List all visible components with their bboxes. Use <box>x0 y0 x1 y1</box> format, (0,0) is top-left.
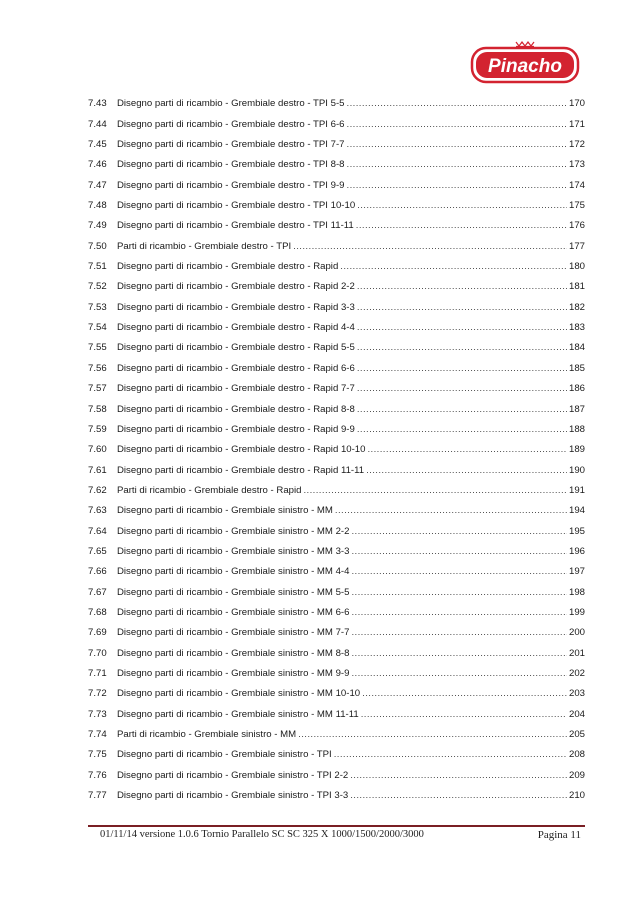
toc-dot-leader <box>361 709 567 721</box>
toc-entry-number: 7.54 <box>88 322 107 334</box>
toc-dot-leader <box>351 627 567 639</box>
toc-entry-number: 7.74 <box>88 729 107 740</box>
toc-entry-page: 190 <box>568 464 585 476</box>
pinacho-logo <box>470 40 580 84</box>
toc-dot-leader <box>350 770 567 782</box>
toc-entry[interactable] <box>88 619 585 639</box>
toc-entry[interactable] <box>88 171 585 191</box>
toc-entry-number: 7.47 <box>88 179 107 191</box>
toc-entry-title: Disegno parti di ricambio - Grembiale destro - Rapid 2-2 <box>117 281 355 293</box>
toc-entry[interactable] <box>88 314 585 334</box>
toc-entry[interactable] <box>88 639 585 659</box>
toc-entry-number: 7.48 <box>88 200 107 212</box>
toc-dot-leader <box>334 749 567 761</box>
toc-dot-leader <box>350 790 567 802</box>
toc-entry-title: Disegno parti di ricambio - Grembiale destro - TPI 8-8 <box>117 159 345 171</box>
toc-dot-leader <box>357 424 567 436</box>
toc-entry-title: Disegno parti di ricambio - Grembiale destro - Rapid 6-6 <box>117 362 355 374</box>
toc-entry-number: 7.60 <box>88 444 107 456</box>
toc-entry-page: 201 <box>568 647 585 659</box>
toc-entry-page: 172 <box>568 139 585 151</box>
footer-rule <box>88 825 585 827</box>
toc-entry-title: Disegno parti di ricambio - Grembiale destro - Rapid 3-3 <box>117 301 355 313</box>
toc-entry-title: Disegno parti di ricambio - Grembiale destro - Rapid <box>117 261 339 273</box>
toc-entry-title: Disegno parti di ricambio - Grembiale sinistro - MM 7-7 <box>117 627 350 639</box>
toc-entry[interactable] <box>88 761 585 781</box>
toc-entry[interactable] <box>88 660 585 680</box>
toc-entry-number: 7.73 <box>88 708 107 720</box>
toc-entry-page: 170 <box>568 98 585 110</box>
toc-entry-title: Disegno parti di ricambio - Grembiale sinistro - MM 8-8 <box>117 647 350 659</box>
toc-entry-number: 7.64 <box>88 525 107 537</box>
toc-entry-title: Disegno parti di ricambio - Grembiale destro - TPI 10-10 <box>117 200 356 212</box>
toc-dot-leader <box>357 322 567 334</box>
toc-dot-leader <box>357 281 567 293</box>
toc-entry-title: Disegno parti di ricambio - Grembiale sinistro - MM 11-11 <box>117 708 359 720</box>
toc-entry-title: Disegno parti di ricambio - Grembiale destro - TPI 6-6 <box>117 118 345 130</box>
toc-dot-leader <box>362 688 567 700</box>
toc-dot-leader <box>357 363 567 375</box>
toc-entry[interactable] <box>88 782 585 802</box>
toc-entry-title: Disegno parti di ricambio - Grembiale destro - Rapid 8-8 <box>117 403 355 415</box>
toc-dot-leader <box>357 383 567 395</box>
toc-entry-number: 7.72 <box>88 688 107 700</box>
toc-entry-page: 196 <box>568 545 585 557</box>
table-of-contents <box>88 90 585 802</box>
footer-page-number: Pagina 11 <box>537 829 581 841</box>
toc-entry-title: Parti di ricambio - Grembiale destro - Rapid <box>117 484 302 496</box>
toc-entry-number: 7.46 <box>88 159 107 171</box>
toc-entry-page: 184 <box>568 342 585 354</box>
toc-entry-page: 204 <box>568 708 585 720</box>
toc-entry-page: 198 <box>568 586 585 598</box>
toc-entry-title: Parti di ricambio - Grembiale sinistro - MM <box>117 729 297 740</box>
toc-entry-title: Disegno parti di ricambio - Grembiale sinistro - MM 2-2 <box>117 525 350 537</box>
toc-entry-page: 174 <box>568 179 585 191</box>
toc-entry-number: 7.70 <box>88 647 107 659</box>
toc-entry[interactable] <box>88 436 585 456</box>
toc-dot-leader <box>347 119 567 131</box>
toc-dot-leader <box>351 587 567 599</box>
toc-entry-page: 209 <box>568 769 585 781</box>
toc-entry[interactable] <box>88 354 585 374</box>
toc-dot-leader <box>347 98 567 110</box>
toc-entry-title: Disegno parti di ricambio - Grembiale destro - TPI 7-7 <box>117 139 345 151</box>
toc-entry-number: 7.51 <box>88 261 107 273</box>
toc-entry-title: Disegno parti di ricambio - Grembiale sinistro - TPI 3-3 <box>117 790 349 802</box>
toc-entry-page: 202 <box>568 667 585 679</box>
logo-text: Pinacho <box>488 56 562 77</box>
toc-entry-title: Disegno parti di ricambio - Grembiale destro - TPI 5-5 <box>117 98 345 110</box>
toc-entry-number: 7.44 <box>88 118 107 130</box>
toc-entry-page: 186 <box>568 383 585 395</box>
toc-entry[interactable] <box>88 273 585 293</box>
toc-entry-number: 7.62 <box>88 484 107 496</box>
toc-entry[interactable] <box>88 721 585 741</box>
toc-entry-number: 7.43 <box>88 98 107 110</box>
toc-entry-number: 7.61 <box>88 464 107 476</box>
toc-entry-page: 189 <box>568 444 585 456</box>
toc-entry[interactable] <box>88 151 585 171</box>
toc-entry[interactable] <box>88 90 585 110</box>
toc-entry-page: 197 <box>568 566 585 578</box>
toc-entry-number: 7.77 <box>88 790 107 802</box>
toc-entry-number: 7.66 <box>88 566 107 578</box>
toc-entry-number: 7.67 <box>88 586 107 598</box>
toc-entry-title: Disegno parti di ricambio - Grembiale sinistro - MM 5-5 <box>117 586 350 598</box>
toc-entry-number: 7.75 <box>88 749 107 761</box>
toc-entry-page: 200 <box>568 627 585 639</box>
toc-dot-leader <box>356 220 567 232</box>
toc-dot-leader <box>351 546 567 558</box>
toc-entry[interactable] <box>88 110 585 130</box>
toc-dot-leader <box>340 261 567 273</box>
toc-entry-title: Disegno parti di ricambio - Grembiale sinistro - MM 4-4 <box>117 566 350 578</box>
toc-dot-leader <box>357 302 567 314</box>
toc-entry-number: 7.65 <box>88 545 107 557</box>
toc-entry[interactable] <box>88 477 585 497</box>
toc-entry-number: 7.45 <box>88 139 107 151</box>
toc-dot-leader <box>357 404 567 416</box>
toc-dot-leader <box>357 200 567 212</box>
toc-entry-page: 199 <box>568 606 585 618</box>
toc-entry[interactable] <box>88 497 585 517</box>
toc-dot-leader <box>357 342 567 354</box>
toc-entry-title: Disegno parti di ricambio - Grembiale destro - TPI 11-11 <box>117 220 354 232</box>
toc-dot-leader <box>303 485 567 497</box>
toc-entry[interactable] <box>88 293 585 313</box>
toc-entry-page: 205 <box>568 729 585 740</box>
toc-entry-page: 176 <box>568 220 585 232</box>
toc-dot-leader <box>366 465 567 477</box>
toc-entry[interactable] <box>88 700 585 720</box>
toc-dot-leader <box>367 444 567 456</box>
toc-entry-page: 173 <box>568 159 585 171</box>
toc-entry-number: 7.50 <box>88 240 107 252</box>
toc-entry-title: Disegno parti di ricambio - Grembiale sinistro - MM 6-6 <box>117 606 350 618</box>
toc-dot-leader <box>347 159 567 171</box>
toc-entry[interactable] <box>88 538 585 558</box>
toc-entry-page: 191 <box>568 484 585 496</box>
toc-entry[interactable] <box>88 456 585 476</box>
toc-entry[interactable] <box>88 578 585 598</box>
footer-document-info: 01/11/14 versione 1.0.6 Tornio Parallelo SC SC 325 X 1000/1500/2000/3000 <box>100 829 424 840</box>
toc-entry[interactable] <box>88 558 585 578</box>
toc-entry-page: 181 <box>568 281 585 293</box>
toc-entry[interactable] <box>88 334 585 354</box>
toc-entry-page: 188 <box>568 423 585 435</box>
toc-entry-number: 7.71 <box>88 667 107 679</box>
toc-entry-number: 7.68 <box>88 606 107 618</box>
toc-entry[interactable] <box>88 395 585 415</box>
toc-entry-page: 208 <box>568 749 585 761</box>
toc-entry-title: Disegno parti di ricambio - Grembiale destro - Rapid 5-5 <box>117 342 355 354</box>
toc-dot-leader <box>351 648 567 660</box>
toc-entry[interactable] <box>88 741 585 761</box>
toc-entry-page: 177 <box>568 240 585 252</box>
toc-entry-number: 7.55 <box>88 342 107 354</box>
toc-entry-number: 7.59 <box>88 423 107 435</box>
toc-entry-page: 210 <box>568 790 585 802</box>
toc-entry-title: Disegno parti di ricambio - Grembiale sinistro - MM 10-10 <box>117 688 361 700</box>
toc-entry-number: 7.76 <box>88 769 107 781</box>
toc-entry-number: 7.63 <box>88 505 107 517</box>
toc-entry-title: Disegno parti di ricambio - Grembiale destro - Rapid 7-7 <box>117 383 355 395</box>
toc-entry-page: 171 <box>568 118 585 130</box>
toc-entry-page: 183 <box>568 322 585 334</box>
toc-dot-leader <box>351 526 567 538</box>
toc-dot-leader <box>351 668 567 680</box>
toc-entry-title: Disegno parti di ricambio - Grembiale sinistro - MM 9-9 <box>117 667 350 679</box>
toc-entry-number: 7.53 <box>88 301 107 313</box>
toc-entry-page: 182 <box>568 301 585 313</box>
toc-entry-title: Disegno parti di ricambio - Grembiale sinistro - MM 3-3 <box>117 545 350 557</box>
toc-entry[interactable] <box>88 232 585 252</box>
toc-dot-leader <box>347 180 567 192</box>
toc-entry-page: 185 <box>568 362 585 374</box>
toc-entry-title: Disegno parti di ricambio - Grembiale destro - TPI 9-9 <box>117 179 345 191</box>
toc-entry-page: 187 <box>568 403 585 415</box>
toc-entry-title: Disegno parti di ricambio - Grembiale destro - Rapid 11-11 <box>117 464 365 476</box>
toc-dot-leader <box>298 729 567 741</box>
toc-entry-page: 195 <box>568 525 585 537</box>
toc-dot-leader <box>293 241 567 253</box>
toc-entry[interactable] <box>88 599 585 619</box>
toc-entry[interactable] <box>88 131 585 151</box>
toc-entry-number: 7.58 <box>88 403 107 415</box>
toc-entry-title: Disegno parti di ricambio - Grembiale destro - Rapid 4-4 <box>117 322 355 334</box>
toc-entry-number: 7.69 <box>88 627 107 639</box>
toc-entry-page: 203 <box>568 688 585 700</box>
toc-entry-page: 175 <box>568 200 585 212</box>
toc-entry[interactable] <box>88 416 585 436</box>
toc-entry-title: Disegno parti di ricambio - Grembiale destro - Rapid 10-10 <box>117 444 366 456</box>
logo-crown-icon <box>516 42 534 47</box>
toc-entry-number: 7.52 <box>88 281 107 293</box>
toc-dot-leader <box>351 607 567 619</box>
toc-entry-title: Disegno parti di ricambio - Grembiale destro - Rapid 9-9 <box>117 423 355 435</box>
toc-entry-title: Parti di ricambio - Grembiale destro - TPI <box>117 240 292 252</box>
toc-entry-title: Disegno parti di ricambio - Grembiale sinistro - TPI 2-2 <box>117 769 349 781</box>
toc-entry[interactable] <box>88 375 585 395</box>
toc-entry-title: Disegno parti di ricambio - Grembiale sinistro - MM <box>117 505 333 517</box>
toc-dot-leader <box>351 566 567 578</box>
toc-entry-page: 194 <box>568 505 585 517</box>
toc-entry-number: 7.49 <box>88 220 107 232</box>
toc-dot-leader <box>347 139 567 151</box>
toc-entry-number: 7.56 <box>88 362 107 374</box>
toc-dot-leader <box>335 505 567 517</box>
toc-entry[interactable] <box>88 253 585 273</box>
toc-entry-page: 180 <box>568 261 585 273</box>
toc-entry[interactable] <box>88 192 585 212</box>
toc-entry[interactable] <box>88 517 585 537</box>
toc-entry[interactable] <box>88 212 585 232</box>
toc-entry[interactable] <box>88 680 585 700</box>
toc-entry-title: Disegno parti di ricambio - Grembiale sinistro - TPI <box>117 749 332 761</box>
toc-entry-number: 7.57 <box>88 383 107 395</box>
